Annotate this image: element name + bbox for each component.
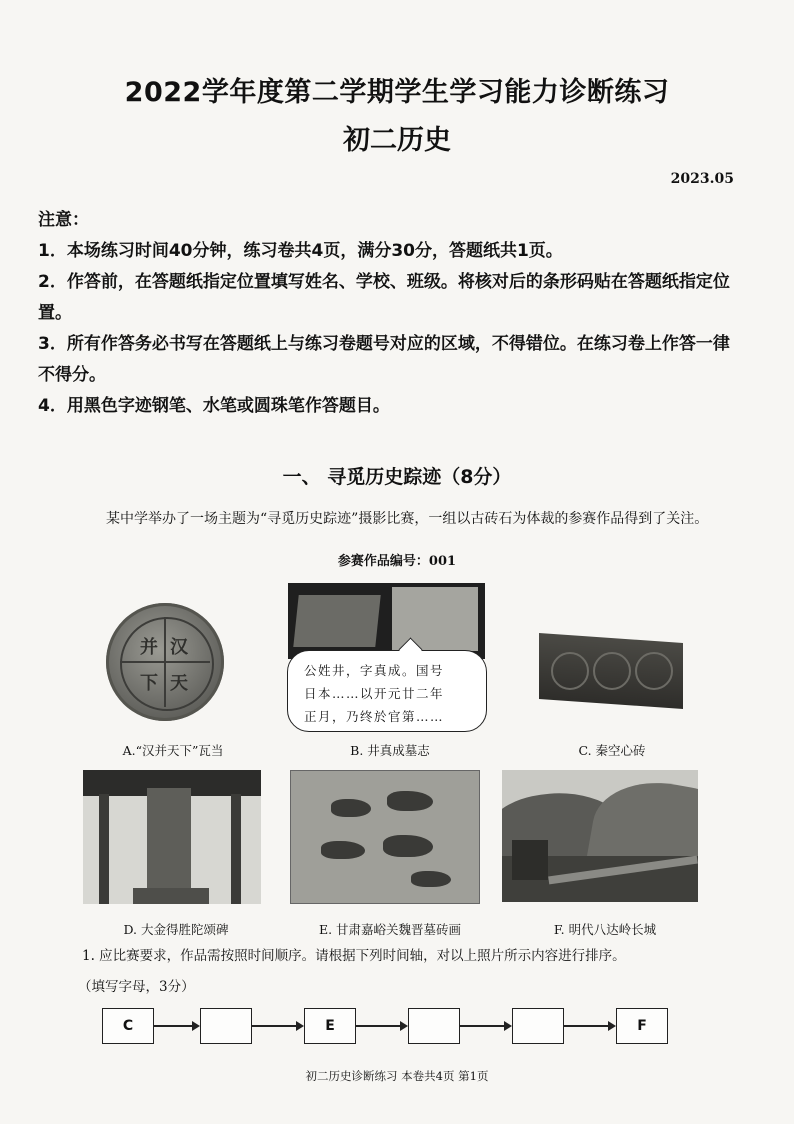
stele-base <box>133 888 209 904</box>
notice-item: 2．作答前，在答题纸指定位置填写姓名、学校、班级。将核对后的条形码贴在答题纸指定位置。 <box>38 272 730 323</box>
watchtower <box>512 840 548 880</box>
tile-char: 天 <box>170 673 188 694</box>
exam-subject: 初二历史 <box>343 125 451 156</box>
section-title: 一、 寻觅历史踪迹（8分） <box>282 466 512 488</box>
timeline-box-blank[interactable] <box>408 1008 460 1044</box>
painted-horse <box>383 835 433 857</box>
section-intro: 某中学举办了一场主题为“寻觅历史踪迹”摄影比赛，一组以古砖石为体裁的参赛作品得到了关注。 <box>106 511 709 527</box>
caption-e: E. 甘肃嘉峪关魏晋墓砖画 <box>318 922 462 937</box>
bubble-line: 正月，乃终於官第…… <box>304 709 445 724</box>
caption-d: D. 大金得胜陀颂碑 <box>123 922 229 937</box>
notice-item: 3．所有作答务必书写在答题纸上与练习卷题号对应的区域，不得错位。在练习卷上作答一律不得分。 <box>38 334 730 385</box>
timeline-arrow <box>356 1025 406 1027</box>
brick-pattern <box>551 652 589 690</box>
painted-horse <box>331 799 371 817</box>
page-footer: 初二历史诊断练习 本卷共4页 第1页 <box>305 1069 489 1083</box>
photo-tile-end <box>106 603 224 721</box>
brick-pattern <box>593 652 631 690</box>
pavilion-pillar <box>231 794 241 904</box>
painted-horse <box>387 791 433 811</box>
stele <box>147 788 191 904</box>
photo-epitaph <box>288 583 485 659</box>
timeline-box: C <box>102 1008 154 1044</box>
photo-great-wall <box>502 770 698 902</box>
exam-title: 2022学年度第二学期学生学习能力诊断练习 <box>124 77 670 108</box>
photo-stele-pavilion <box>83 770 261 904</box>
bubble-line: 日本……以开元廿二年 <box>304 686 445 701</box>
epitaph-text-bubble <box>287 650 487 732</box>
timeline-arrow <box>154 1025 198 1027</box>
timeline-arrow <box>564 1025 614 1027</box>
notice-item: 1．本场练习时间40分钟，练习卷共4页，满分30分，答题纸共1页。 <box>38 241 563 261</box>
painted-horse <box>411 871 451 887</box>
photo-brick-painting <box>290 770 480 904</box>
caption-a: A.“汉并天下”瓦当 <box>122 743 224 758</box>
brick-pattern <box>635 652 673 690</box>
timeline-arrow <box>252 1025 302 1027</box>
notice-block <box>38 205 738 422</box>
photo-hollow-brick <box>537 632 685 716</box>
question-1-text: 1. 应比赛要求，作品需按照时间顺序。请根据下列时间轴，对以上照片所示内容进行排序。 <box>82 948 626 964</box>
caption-b: B. 井真成墓志 <box>350 743 430 758</box>
timeline-box-blank[interactable] <box>512 1008 564 1044</box>
tile-inscription <box>106 603 224 721</box>
tile-char: 并 <box>140 637 158 658</box>
painted-horse <box>321 841 365 859</box>
timeline-box-blank[interactable] <box>200 1008 252 1044</box>
timeline-box: E <box>304 1008 356 1044</box>
tile-char: 下 <box>140 673 158 694</box>
caption-c: C. 秦空心砖 <box>578 743 646 758</box>
notice-heading: 注意： <box>38 210 89 230</box>
entry-number: 参赛作品编号：001 <box>337 554 457 569</box>
pavilion-pillar <box>99 794 109 904</box>
exam-date: 2023.05 <box>670 171 734 187</box>
timeline-arrow <box>460 1025 510 1027</box>
bubble-line: 公姓井，字真成。国号 <box>304 663 445 678</box>
caption-f: F. 明代八达岭长城 <box>553 922 657 937</box>
tile-char: 汉 <box>170 637 188 658</box>
epitaph-lid <box>293 595 380 647</box>
question-1-note: （填写字母，3分） <box>78 979 195 995</box>
notice-item: 4．用黑色字迹钢笔、水笔或圆珠笔作答题目。 <box>38 396 390 416</box>
timeline-box: F <box>616 1008 668 1044</box>
